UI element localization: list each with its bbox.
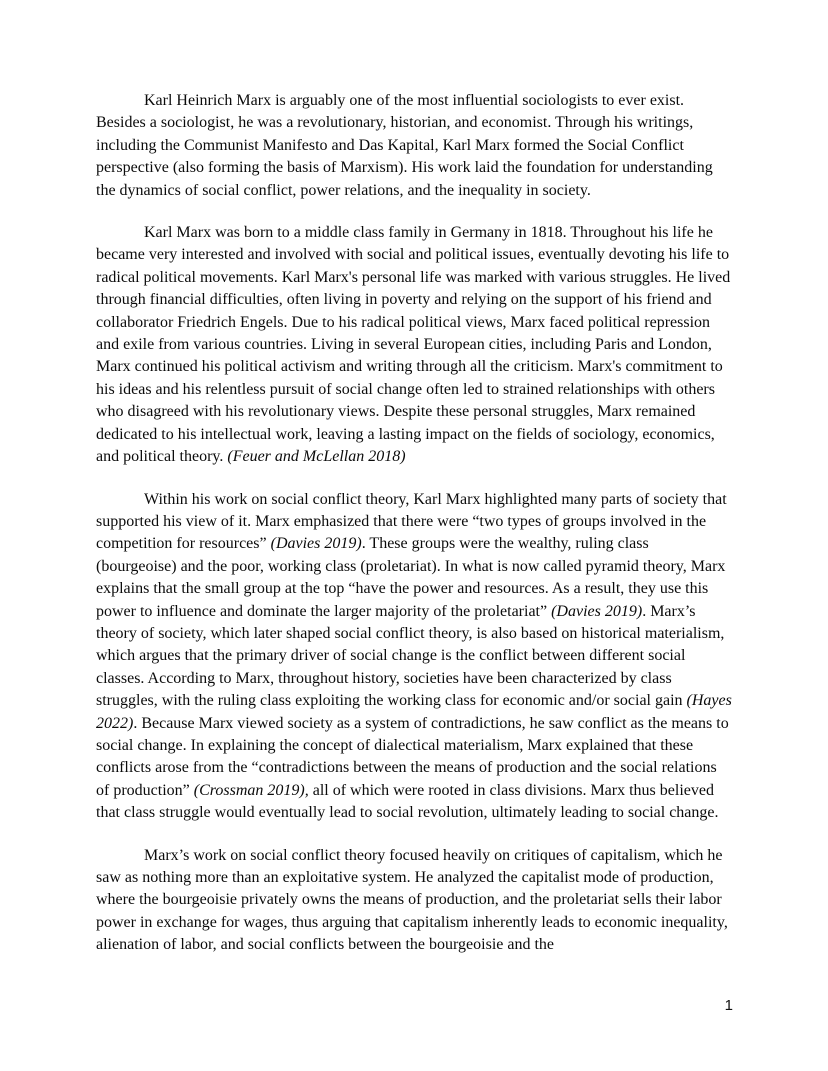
- body-text: . Because Marx viewed society as a system of contradictions, he saw conflict as the means to social change. In explaining the concept of dialectical materialism, Marx explained that these conflicts arose from the “contradictions between the means of production and the social relations of production”: [96, 714, 729, 799]
- essay-body: [96, 90, 733, 957]
- body-text: . These groups were the wealthy, ruling class (bourgeoise) and the poor, working class (proletariat). In what is now called pyramid theory, Marx explains that the small group at the top “have the power and resources. As a result, they use this power to influence and dominate the larger majority of the proletariat”: [96, 535, 726, 620]
- body-text: Karl Heinrich Marx is arguably one of the most influential sociologists to ever exist. Besides a sociologist, he was a revolutionary, historian, and economist. Through his writings, including the Communist Manifesto and Das Kapital, Karl Marx formed the Social Conflict perspective (also forming the basis of Marxism). His work laid the foundation for understanding the dynamics of social conflict, power relations, and the inequality in society.: [96, 92, 713, 199]
- body-text: Karl Marx was born to a middle class family in Germany in 1818. Throughout his life he became very interested and involved with social and political issues, eventually devoting his life to radical political movements. Karl Marx's personal life was marked with various struggles. He lived through financial difficulties, often living in poverty and relying on the support of his friend and collaborator Friedrich Engels. Due to his radical political views, Marx faced political repression and exile from various countries. Living in several European cities, including Paris and London, Marx continued his political activism and writing through all the criticism. Marx's commitment to his ideas and his relentless pursuit of social change often led to strained relationships with others who disagreed with his revolutionary views. Despite these personal struggles, Marx remained dedicated to his intellectual work, leaving a lasting impact on the fields of sociology, economics, and political theory.: [96, 224, 731, 466]
- paragraph: [96, 489, 733, 825]
- citation: (Hayes 2022): [96, 692, 732, 732]
- body-text: Marx’s work on social conflict theory focused heavily on critiques of capitalism, which he saw as nothing more than an exploitative system. He analyzed the capitalist mode of production, where the bourgeoisie privately owns the means of production, and the proletariat sells their labor power in exchange for wages, thus arguing that capitalism inherently leads to economic inequality, alienation of labor, and social conflicts between the bourgeoisie and the: [96, 846, 728, 954]
- citation: (Davies 2019): [551, 602, 643, 620]
- body-text: Within his work on social conflict theory, Karl Marx highlighted many parts of society that supported his view of it. Marx emphasized that there were “two types of groups involved in the competition for resources”: [96, 490, 727, 553]
- body-text: . Marx’s theory of society, which later shaped social conflict theory, is also based on historical materialism, which argues that the primary driver of social change is the conflict between different social classes. According to Marx, throughout history, societies have been characterized by class struggles, with the ruling class exploiting the working class for economic and/or social gain: [96, 602, 725, 710]
- paragraph: [96, 845, 733, 957]
- paragraph: [96, 222, 733, 468]
- page-number: 1: [724, 997, 733, 1014]
- citation: (Davies 2019): [270, 535, 362, 553]
- citation: (Feuer and McLellan 2018): [227, 448, 406, 466]
- body-text: all of which were rooted in class divisions. Marx thus believed that class struggle would eventually lead to social revolution, ultimately leading to social change.: [96, 781, 719, 822]
- paragraph: [96, 90, 733, 202]
- citation: (Crossman 2019),: [193, 781, 309, 799]
